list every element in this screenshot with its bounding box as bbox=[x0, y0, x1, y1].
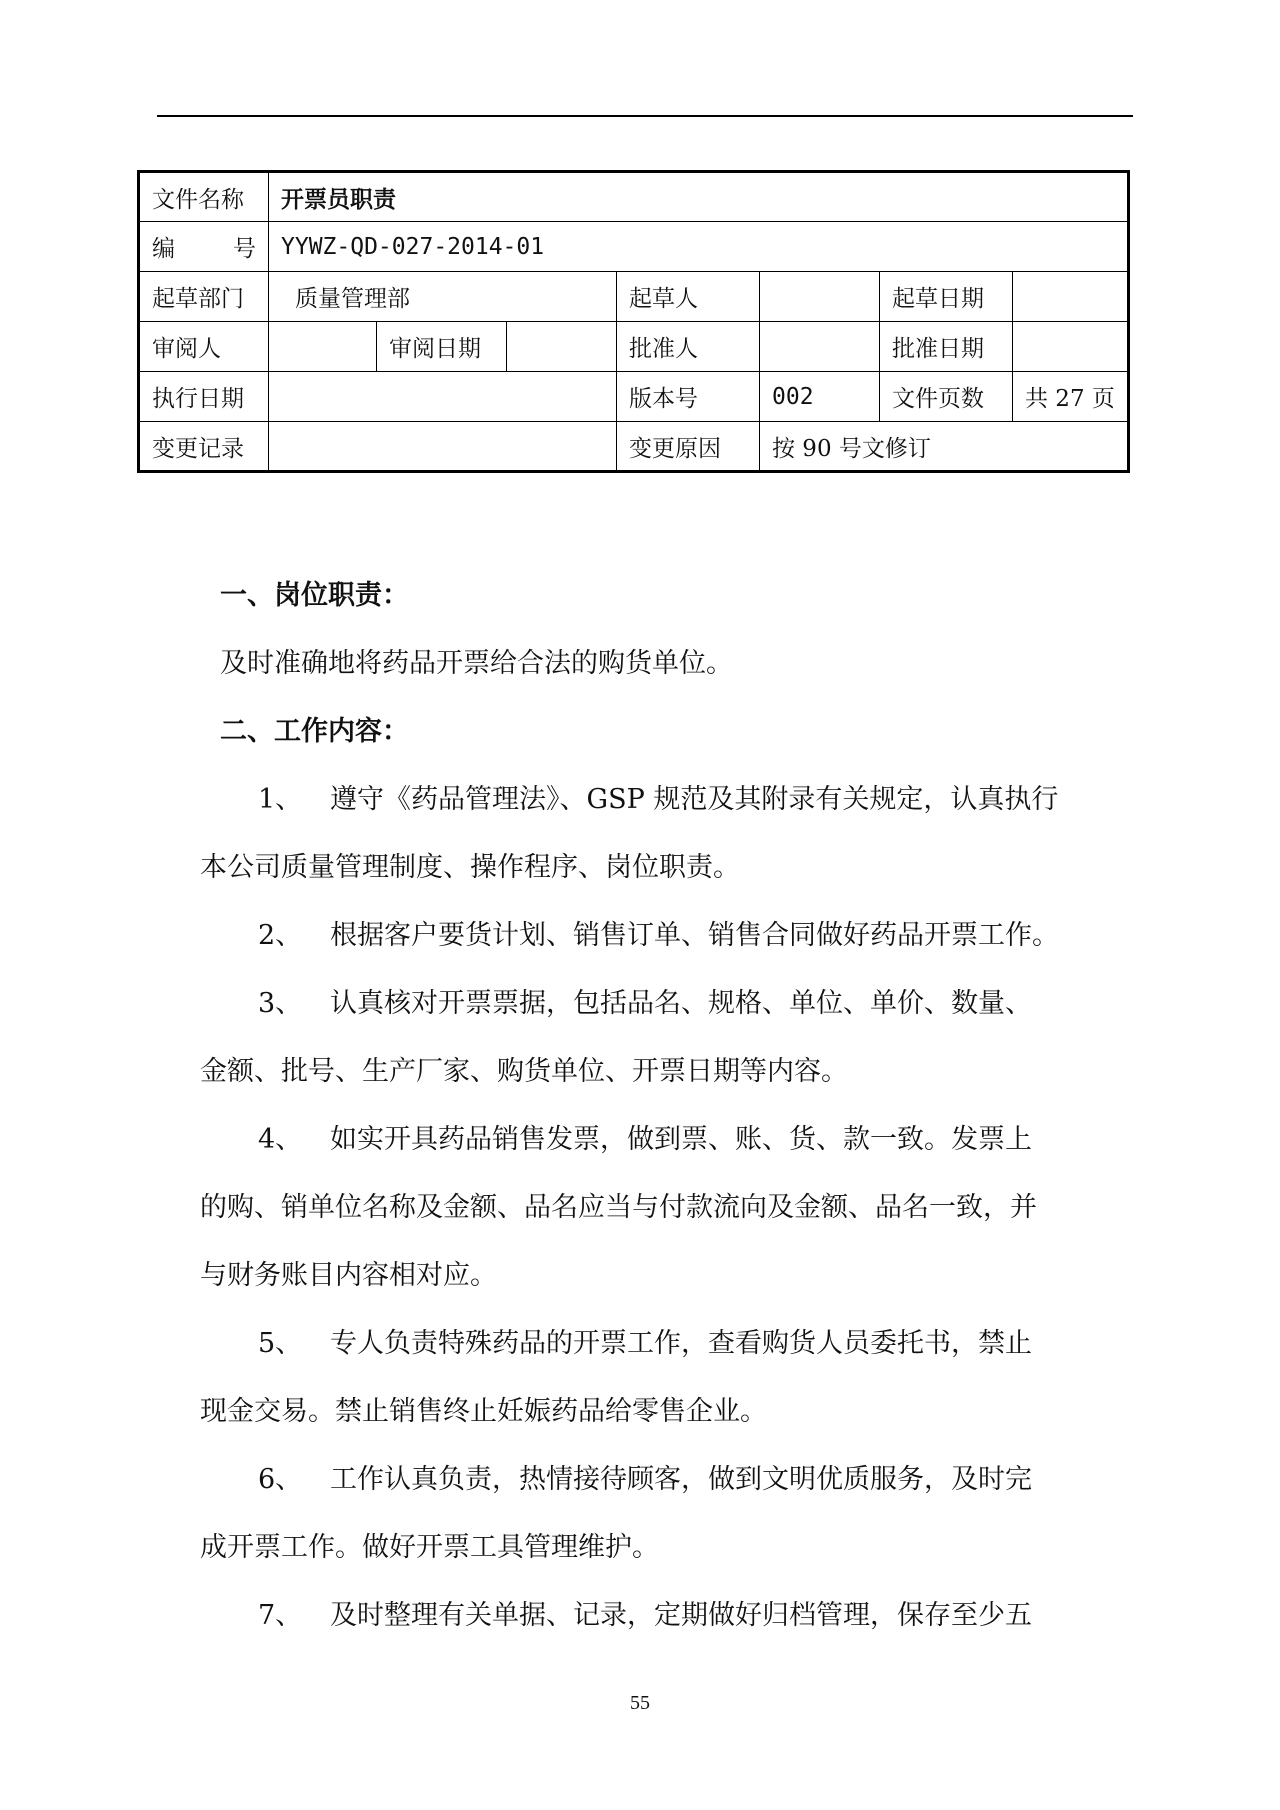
version-label: 版本号 bbox=[617, 372, 760, 422]
page-count-label: 文件页数 bbox=[880, 372, 1013, 422]
list-item bbox=[200, 1106, 1130, 1310]
exec-date-value bbox=[269, 372, 617, 422]
page-count-value: 共 27 页 bbox=[1013, 372, 1129, 422]
item-text: 如实开具药品销售发票，做到票、账、货、款一致。发票上 bbox=[330, 1124, 1032, 1155]
item-text: 认真核对开票票据，包括品名、规格、单位、单价、数量、 bbox=[330, 988, 1032, 1019]
item-number: 2、 bbox=[258, 920, 303, 951]
change-reason-value: 按 90 号文修订 bbox=[760, 422, 1129, 472]
file-name-label: 文件名称 bbox=[139, 172, 269, 222]
item-text: 根据客户要货计划、销售订单、销售合同做好药品开票工作。 bbox=[330, 920, 1059, 951]
change-reason-label: 变更原因 bbox=[617, 422, 760, 472]
draft-date-label: 起草日期 bbox=[880, 272, 1013, 322]
duties-text: 及时准确地将药品开票给合法的购货单位。 bbox=[220, 648, 733, 679]
change-record-value bbox=[269, 422, 617, 472]
header-rule bbox=[157, 115, 1133, 117]
meta-row-number bbox=[139, 222, 1129, 272]
section-heading-work: 二、工作内容： bbox=[220, 716, 409, 747]
meta-row-exec bbox=[139, 372, 1129, 422]
list-item bbox=[200, 1310, 1130, 1446]
item-number: 3、 bbox=[258, 988, 303, 1019]
drafter-label: 起草人 bbox=[617, 272, 760, 322]
item-text: 的购、销单位名称及金额、品名应当与付款流向及金额、品名一致，并 bbox=[200, 1192, 1037, 1223]
item-number: 1、 bbox=[258, 784, 303, 815]
item-text: 遵守《药品管理法》、GSP 规范及其附录有关规定，认真执行 bbox=[330, 784, 1059, 815]
page-number: 55 bbox=[630, 1692, 650, 1714]
doc-number-label: 编 号 bbox=[139, 222, 269, 272]
meta-row-change bbox=[139, 422, 1129, 472]
file-name-value: 开票员职责 bbox=[269, 172, 1129, 222]
document-body bbox=[200, 562, 1130, 1650]
meta-row-title bbox=[139, 172, 1129, 222]
list-item bbox=[200, 1582, 1130, 1650]
approver-value bbox=[760, 322, 880, 372]
item-text: 现金交易。禁止销售终止妊娠药品给零售企业。 bbox=[200, 1396, 767, 1427]
section-heading-duties: 一、岗位职责： bbox=[220, 580, 409, 611]
item-text: 及时整理有关单据、记录，定期做好归档管理，保存至少五 bbox=[330, 1600, 1032, 1631]
list-item bbox=[200, 902, 1130, 970]
review-date-label: 审阅日期 bbox=[377, 322, 507, 372]
reviewer-label: 审阅人 bbox=[139, 322, 269, 372]
item-text: 成开票工作。做好开票工具管理维护。 bbox=[200, 1532, 659, 1563]
approve-date-value bbox=[1013, 322, 1129, 372]
version-value: 002 bbox=[760, 372, 880, 422]
review-date-value bbox=[507, 322, 617, 372]
item-number: 4、 bbox=[258, 1124, 303, 1155]
item-text: 专人负责特殊药品的开票工作，查看购货人员委托书，禁止 bbox=[330, 1328, 1032, 1359]
item-text: 与财务账目内容相对应。 bbox=[200, 1260, 497, 1291]
item-text: 工作认真负责，热情接待顾客，做到文明优质服务，及时完 bbox=[330, 1464, 1032, 1495]
drafter-value bbox=[760, 272, 880, 322]
list-item bbox=[200, 1446, 1130, 1582]
reviewer-value bbox=[269, 322, 377, 372]
item-text: 金额、批号、生产厂家、购货单位、开票日期等内容。 bbox=[200, 1056, 848, 1087]
exec-date-label: 执行日期 bbox=[139, 372, 269, 422]
item-number: 6、 bbox=[258, 1464, 303, 1495]
meta-row-draft bbox=[139, 272, 1129, 322]
approver-label: 批准人 bbox=[617, 322, 760, 372]
doc-number-value: YYWZ-QD-027-2014-01 bbox=[269, 222, 1129, 272]
meta-row-review bbox=[139, 322, 1129, 372]
item-number: 5、 bbox=[258, 1328, 303, 1359]
draft-date-value bbox=[1013, 272, 1129, 322]
approve-date-label: 批准日期 bbox=[880, 322, 1013, 372]
draft-dept-value: 质量管理部 bbox=[269, 272, 617, 322]
list-item bbox=[200, 766, 1130, 902]
change-record-label: 变更记录 bbox=[139, 422, 269, 472]
list-item bbox=[200, 970, 1130, 1106]
item-text: 本公司质量管理制度、操作程序、岗位职责。 bbox=[200, 852, 740, 883]
draft-dept-label: 起草部门 bbox=[139, 272, 269, 322]
item-number: 7、 bbox=[258, 1600, 303, 1631]
document-meta-table bbox=[137, 170, 1130, 473]
